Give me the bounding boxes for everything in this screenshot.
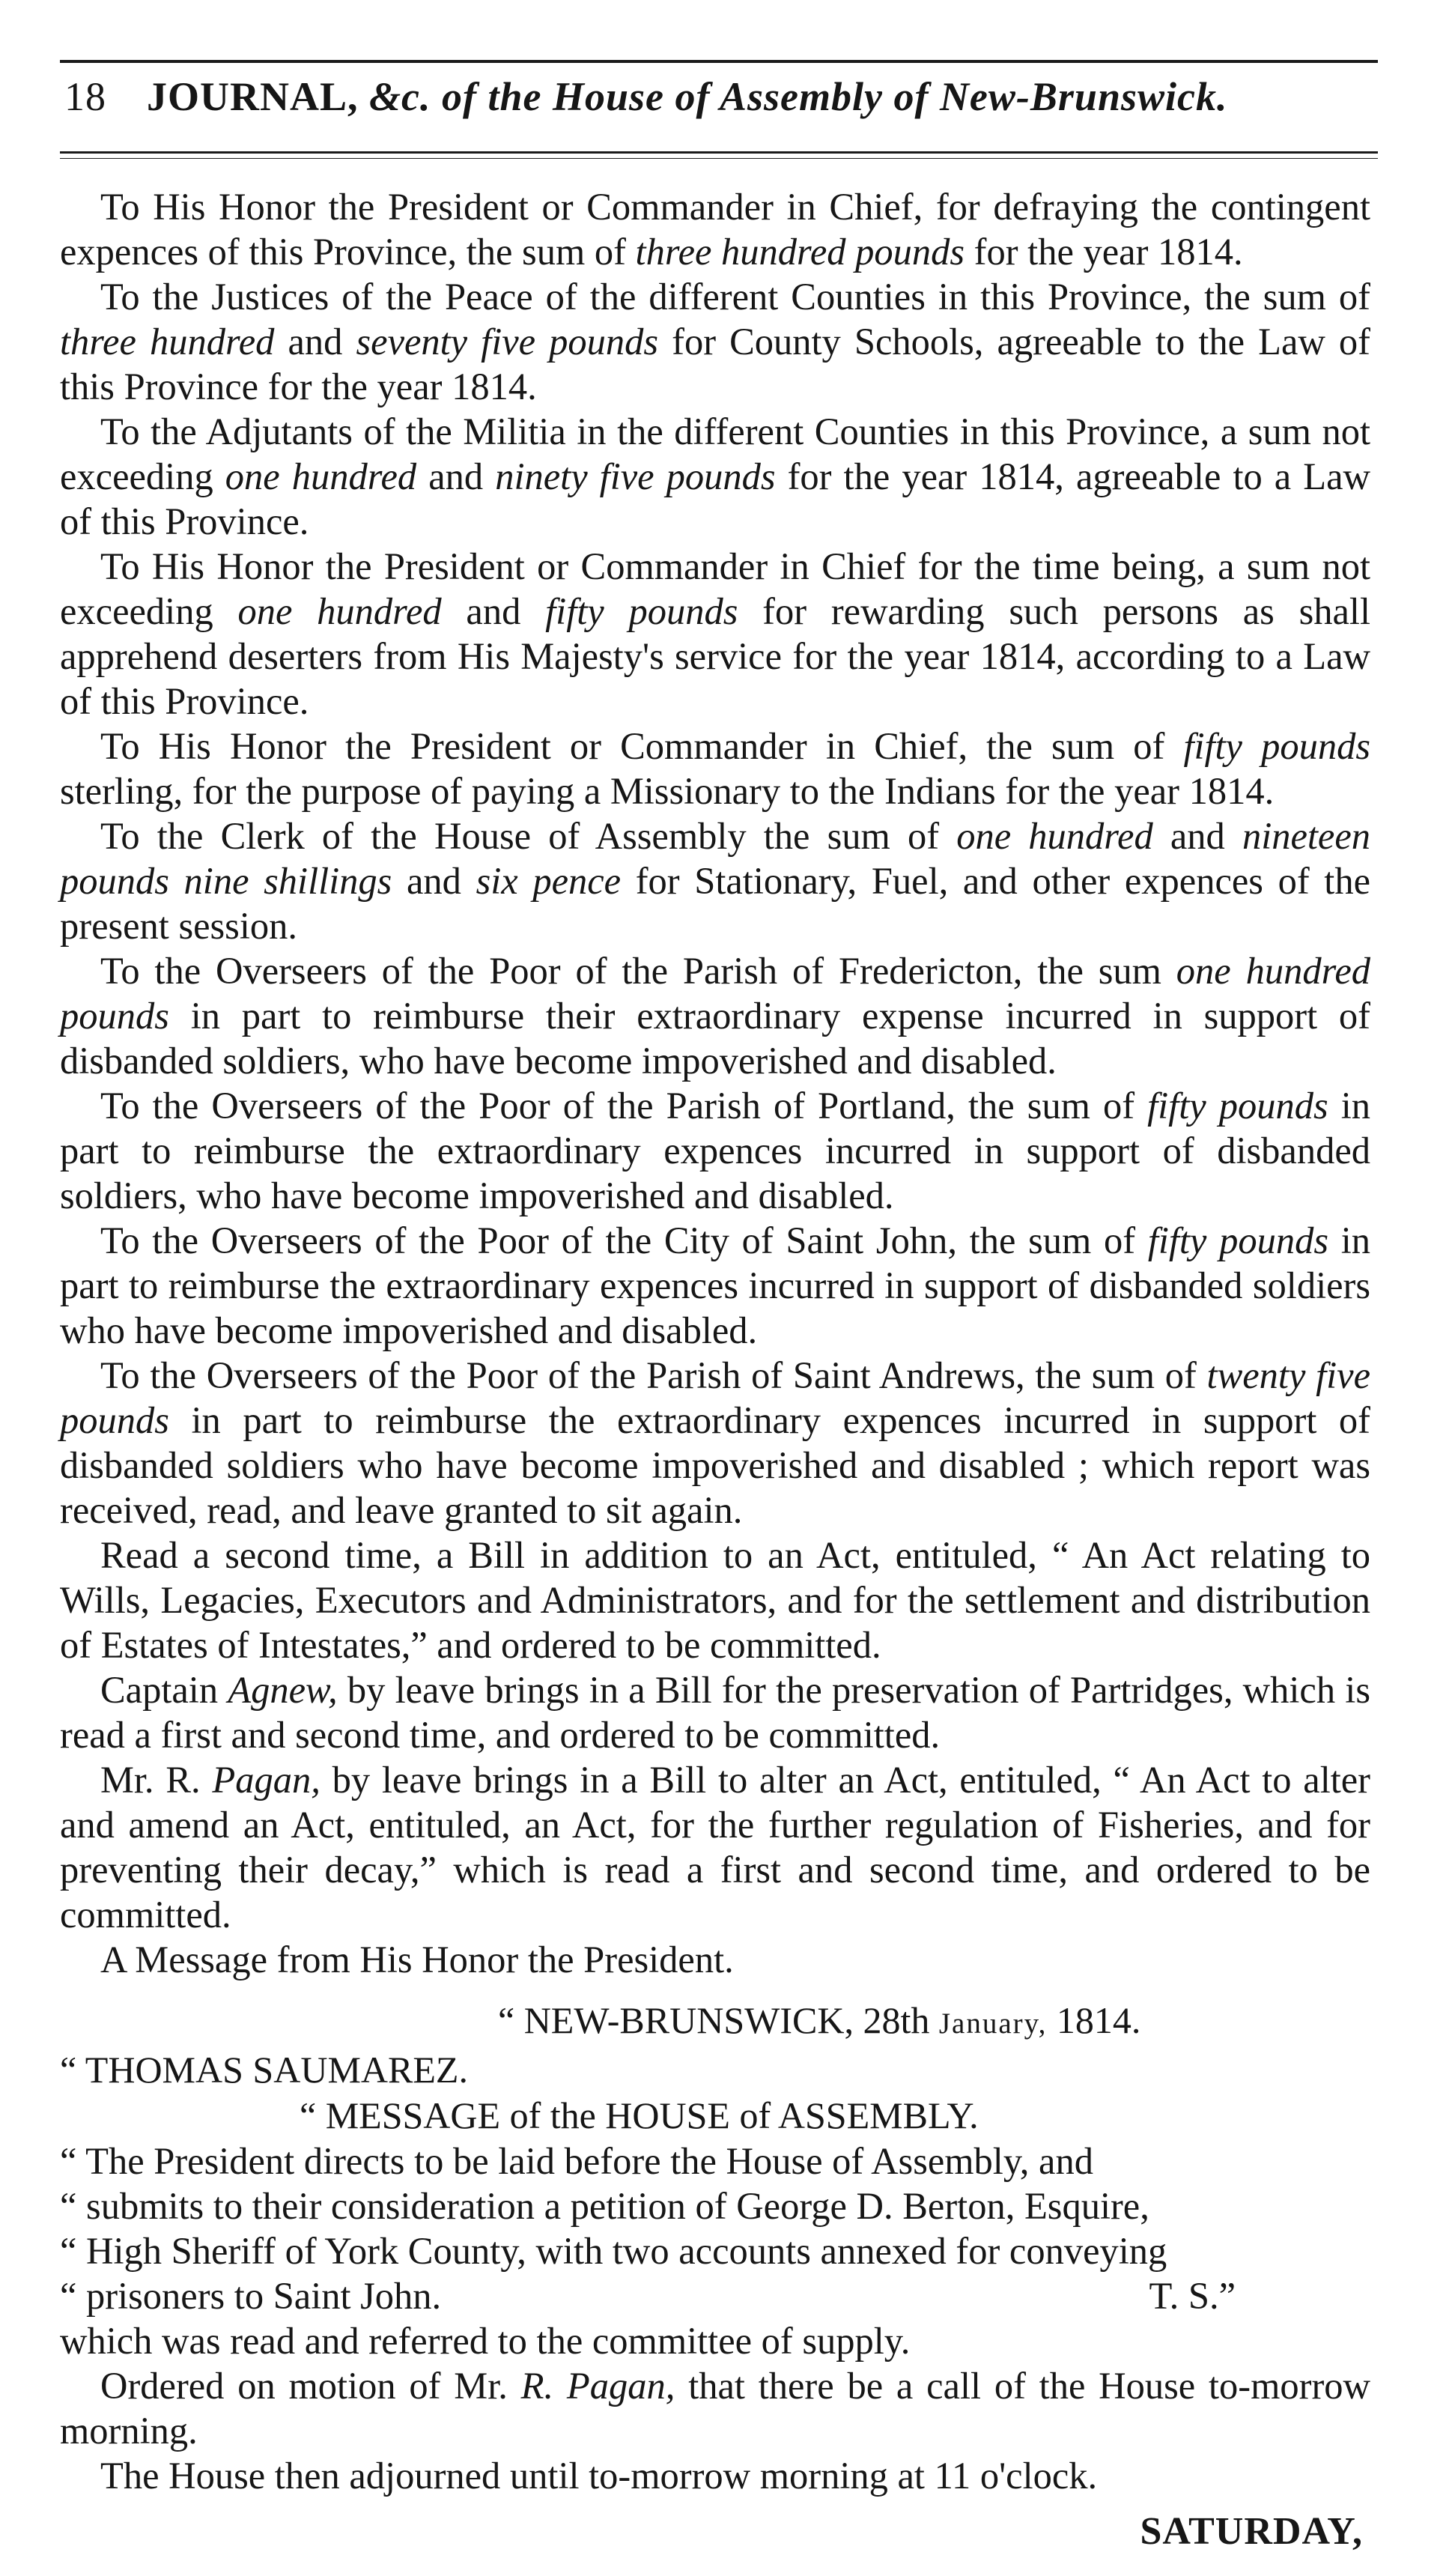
italic-text: six pence (476, 860, 622, 902)
page-number: 18 (64, 74, 106, 119)
message-body (60, 2139, 1370, 2318)
paragraph-text: which was read and referred to the committee of supply. (60, 2320, 911, 2362)
italic-text: R. Pagan, (520, 2365, 675, 2407)
paragraph-text: Read a second time, a Bill in addition to an Act, entituled, “ An Act relating to Wills, Legacies, Executors and Administrators, and for the settlement and distribution of Estates of Intestates,” and ordered to be committed. (60, 1534, 1370, 1666)
journal-paragraph (60, 1353, 1370, 1533)
message-line: “ High Sheriff of York County, with two accounts annexed for conveying (60, 2230, 1167, 2272)
journal-paragraph (60, 409, 1370, 544)
paragraph-text: sterling, for the purpose of paying a Missionary to the Indians for the year 1814. (60, 770, 1275, 812)
paragraph-text: and (416, 455, 496, 497)
message-heading: “ MESSAGE of the HOUSE of ASSEMBLY. (300, 2094, 979, 2136)
message-dateline (60, 1997, 1370, 2047)
message-last-line (60, 2273, 1370, 2318)
message-line: “ prisoners to Saint John. (60, 2275, 442, 2317)
message-line: “ The President directs to be laid before the House of Assembly, and (60, 2140, 1093, 2182)
journal-body (60, 184, 1370, 2557)
italic-text: one hundred (956, 815, 1153, 857)
running-head (60, 63, 1378, 151)
journal-paragraph (60, 813, 1370, 948)
journal-paragraph (60, 184, 1370, 274)
paragraph-text: in part to reimburse the extraordinary expences incurred in support of disbanded soldiers who have become impoverished and disabled ; which report was received, read, and leave granted to sit again. (60, 1399, 1370, 1531)
paragraph-text: for rewarding such persons as shall apprehend deserters from His Majesty's service for the year 1814, according to a Law of this Province. (60, 590, 1370, 722)
italic-text: fifty pounds (1183, 725, 1370, 767)
paragraph-text: To His Honor the President or Commander in Chief, for defraying the contingent expences of this Province, the sum of (60, 186, 1370, 273)
italic-text: seventy five pounds (356, 321, 659, 363)
paragraph-text: in part to reimburse the extraordinary expences incurred in support of disbanded soldiers, who have become impoverished and disabled. (60, 1085, 1370, 1216)
italic-text: Agnew, (228, 1669, 338, 1711)
journal-page (60, 60, 1378, 2557)
message-sender: “ THOMAS SAUMAREZ. (60, 2049, 468, 2091)
italic-text: fifty pounds (1147, 1085, 1328, 1127)
dateline-month: January, (938, 2007, 1048, 2040)
paragraph-text: and (274, 321, 356, 363)
paragraph-text: To the Overseers of the Poor of the Parish of Fredericton, the sum (100, 950, 1176, 992)
paragraph-text: Mr. R. (100, 1759, 213, 1801)
paragraph-text: A Message from His Honor the President. (100, 1939, 734, 1981)
paragraph-text: by leave brings in a Bill for the preservation of Partridges, which is read a first and second time, and ordered to be committed. (60, 1669, 1370, 1756)
catchword: SATURDAY, (1140, 2510, 1363, 2553)
paragraph-text: The House then adjourned until to-morrow morning at 11 o'clock. (100, 2455, 1098, 2497)
resolutions-list (60, 184, 1370, 1982)
italic-text: nineteen pounds nine shillings (60, 815, 1371, 902)
italic-text: one hundred (225, 455, 417, 497)
journal-title-italic: &c. of the House of Assembly of New-Brunswick. (369, 74, 1228, 119)
message-signature: T. S.” (1149, 2275, 1236, 2317)
journal-paragraph (60, 1667, 1370, 1757)
paragraph-text: for the year 1814. (965, 231, 1243, 273)
paragraph-text: To the Clerk of the House of Assembly the sum of (100, 815, 957, 857)
paragraph-text: To the Overseers of the Poor of the City of Saint John, the sum of (100, 1219, 1148, 1261)
italic-text: twenty five pounds (60, 1354, 1371, 1441)
journal-title-lead: JOURNAL, (147, 74, 359, 119)
paragraph-text: and (441, 590, 546, 632)
journal-paragraph (60, 1757, 1370, 1937)
paragraph-text: for County Schools, agreeable to the Law of this Province for the year 1814. (60, 321, 1371, 407)
paragraph-text: for Stationary, Fuel, and other expences of the present session. (60, 860, 1371, 947)
italic-text: Pagan, (212, 1759, 321, 1801)
italic-text: ninety five pounds (495, 455, 776, 497)
journal-paragraph (60, 544, 1370, 724)
paragraph-text: Captain (100, 1669, 228, 1711)
paragraph-text: in part to reimburse their extraordinary expense incurred in support of disbanded soldiers, who have become impoverished and disabled. (60, 995, 1370, 1082)
header-rule-bottom (60, 151, 1378, 159)
journal-paragraph (60, 1083, 1370, 1218)
journal-paragraph (60, 948, 1370, 1083)
paragraph-text: for the year 1814, agreeable to a Law of this Province. (60, 455, 1370, 542)
journal-paragraph (60, 2453, 1370, 2498)
paragraph-text: in part to reimburse the extraordinary expences incurred in support of disbanded soldiers who have become impoverished and disabled. (60, 1219, 1370, 1351)
paragraph-text: To the Justices of the Peace of the different Counties in this Province, the sum of (100, 276, 1370, 318)
paragraph-text: To the Overseers of the Poor of the Parish of Saint Andrews, the sum of (100, 1354, 1207, 1396)
journal-title (147, 73, 1228, 120)
paragraph-text: To the Overseers of the Poor of the Parish of Portland, the sum of (100, 1085, 1148, 1127)
paragraph-text: and (392, 860, 476, 902)
journal-paragraph (60, 1218, 1370, 1353)
italic-text: fifty pounds (1147, 1219, 1328, 1261)
paragraph-text: To His Honor the President or Commander in Chief for the time being, a sum not exceeding (60, 545, 1370, 632)
journal-paragraph (60, 1533, 1370, 1667)
journal-paragraph (60, 2363, 1370, 2453)
dateline-year: 1814. (1047, 1999, 1141, 2041)
paragraph-text: that there be a call of the House to-morrow morning. (60, 2365, 1370, 2452)
paragraph-text: Ordered on motion of Mr. (100, 2365, 521, 2407)
italic-text: three hundred (60, 321, 275, 363)
italic-text: fifty pounds (545, 590, 738, 632)
paragraph-text: To the Adjutants of the Militia in the different Counties in this Province, a sum not exceeding (60, 410, 1370, 497)
journal-paragraph (60, 274, 1370, 409)
italic-text: three hundred pounds (635, 231, 965, 273)
italic-text: one hundred pounds (60, 950, 1371, 1037)
journal-paragraph (60, 724, 1370, 813)
journal-paragraph (60, 2318, 1370, 2363)
paragraph-text: and (1152, 815, 1242, 857)
paragraph-text: by leave brings in a Bill to alter an Act, entituled, “ An Act to alter and amend an Act, entituled, an Act, for the further regulation of Fisheries, and for preventing their decay,” which is read a first and second time, and ordered to be committed. (60, 1759, 1370, 1936)
message-line: “ submits to their consideration a petition of George D. Berton, Esquire, (60, 2185, 1149, 2227)
president-message (60, 1997, 1370, 2318)
dateline-lead: “ NEW-BRUNSWICK, 28th (498, 1999, 939, 2041)
paragraph-text: To His Honor the President or Commander in Chief, the sum of (100, 725, 1184, 767)
closing-entries (60, 2318, 1370, 2498)
journal-paragraph (60, 1937, 1370, 1982)
italic-text: one hundred (237, 590, 442, 632)
